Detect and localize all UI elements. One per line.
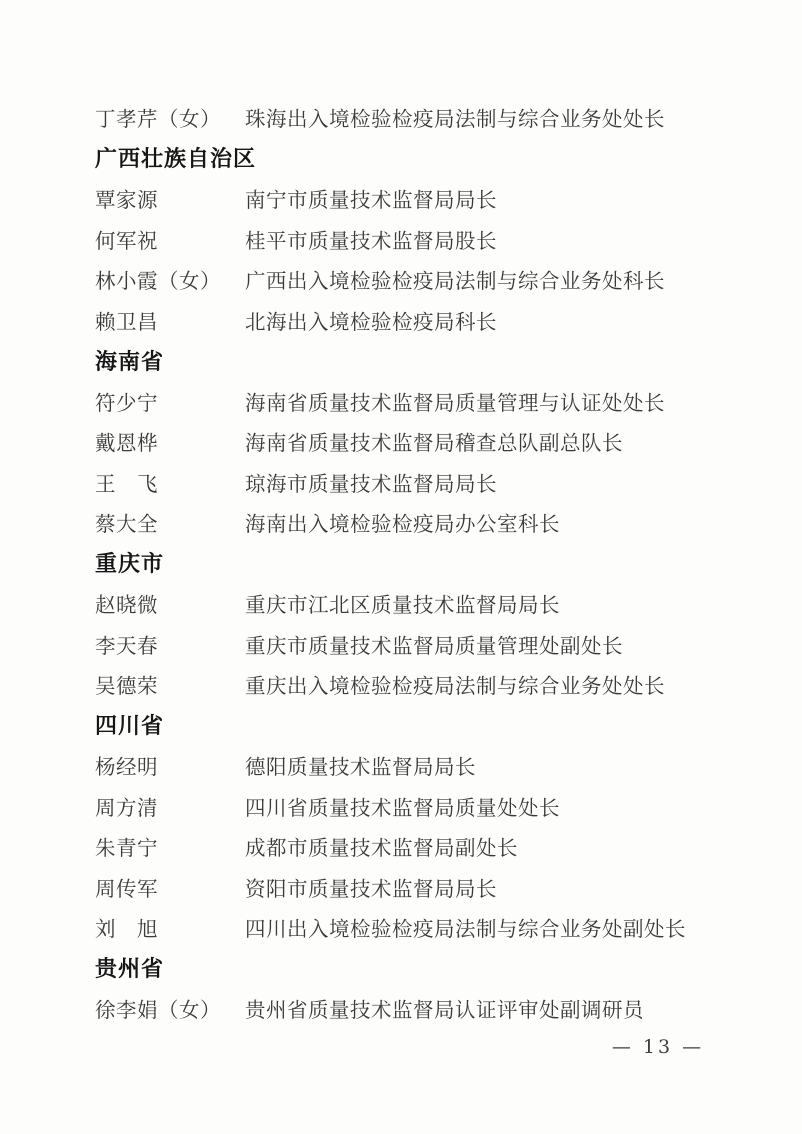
person-name: 林小霞（女） (95, 269, 221, 294)
section-header-label: 海南省 (95, 349, 165, 375)
person-name: 王 飞 (95, 471, 158, 496)
person-title: 珠海出入境检验检疫局法制与综合业务处处长 (245, 107, 665, 132)
section-header-chongqing (95, 543, 755, 584)
person-title: 南宁市质量技术监督局局长 (245, 188, 497, 213)
person-name: 周传军 (95, 876, 158, 901)
list-item (95, 421, 755, 462)
section-header-label: 四川省 (95, 714, 165, 740)
person-name: 赵晓微 (95, 593, 158, 618)
list-item (95, 907, 755, 948)
list-item (95, 178, 755, 219)
list-item (95, 381, 755, 422)
person-name: 李天春 (95, 633, 158, 658)
list-item (95, 664, 755, 705)
person-name: 蔡大全 (95, 512, 158, 537)
person-name: 何军祝 (95, 228, 158, 253)
person-name: 符少宁 (95, 390, 158, 415)
person-title: 海南出入境检验检疫局办公室科长 (245, 512, 560, 537)
person-title: 广西出入境检验检疫局法制与综合业务处科长 (245, 269, 665, 294)
list-item (95, 786, 755, 827)
person-name: 吴德荣 (95, 674, 158, 699)
person-title: 海南省质量技术监督局稽查总队副总队长 (245, 431, 623, 456)
person-title: 重庆市江北区质量技术监督局局长 (245, 593, 560, 618)
person-title: 四川省质量技术监督局质量处处长 (245, 795, 560, 820)
list-item (95, 867, 755, 908)
person-name: 周方清 (95, 795, 158, 820)
section-header-sichuan (95, 705, 755, 746)
person-name: 戴恩桦 (95, 431, 158, 456)
roster-list (95, 97, 755, 1029)
person-title: 海南省质量技术监督局质量管理与认证处处长 (245, 390, 665, 415)
person-title: 资阳市质量技术监督局局长 (245, 876, 497, 901)
person-title: 琼海市质量技术监督局局长 (245, 471, 497, 496)
section-header-guizhou (95, 948, 755, 989)
section-header-label: 贵州省 (95, 957, 165, 983)
person-title: 重庆出入境检验检疫局法制与综合业务处处长 (245, 674, 665, 699)
list-item (95, 300, 755, 341)
list-item (95, 502, 755, 543)
person-name: 杨经明 (95, 755, 158, 780)
person-name: 朱青宁 (95, 836, 158, 861)
person-title: 德阳质量技术监督局局长 (245, 755, 476, 780)
list-item (95, 624, 755, 665)
person-name: 丁孝芹（女） (95, 107, 221, 132)
person-title: 成都市质量技术监督局副处长 (245, 836, 518, 861)
list-item (95, 988, 755, 1029)
person-name: 刘 旭 (95, 917, 158, 942)
person-title: 桂平市质量技术监督局股长 (245, 228, 497, 253)
list-item (95, 97, 755, 138)
section-header-guangxi (95, 138, 755, 179)
person-title: 北海出入境检验检疫局科长 (245, 309, 497, 334)
page-number: — 13 — (611, 1036, 705, 1058)
person-title: 重庆市质量技术监督局质量管理处副处长 (245, 633, 623, 658)
section-header-label: 重庆市 (95, 552, 165, 578)
section-header-label: 广西壮族自治区 (95, 147, 257, 173)
list-item (95, 219, 755, 260)
list-item (95, 259, 755, 300)
list-item (95, 826, 755, 867)
section-header-hainan (95, 340, 755, 381)
person-title: 贵州省质量技术监督局认证评审处副调研员 (245, 998, 644, 1023)
list-item (95, 462, 755, 503)
list-item (95, 583, 755, 624)
person-name: 覃家源 (95, 188, 158, 213)
person-name: 徐李娟（女） (95, 998, 221, 1023)
person-title: 四川出入境检验检疫局法制与综合业务处副处长 (245, 917, 686, 942)
person-name: 赖卫昌 (95, 309, 158, 334)
list-item (95, 745, 755, 786)
